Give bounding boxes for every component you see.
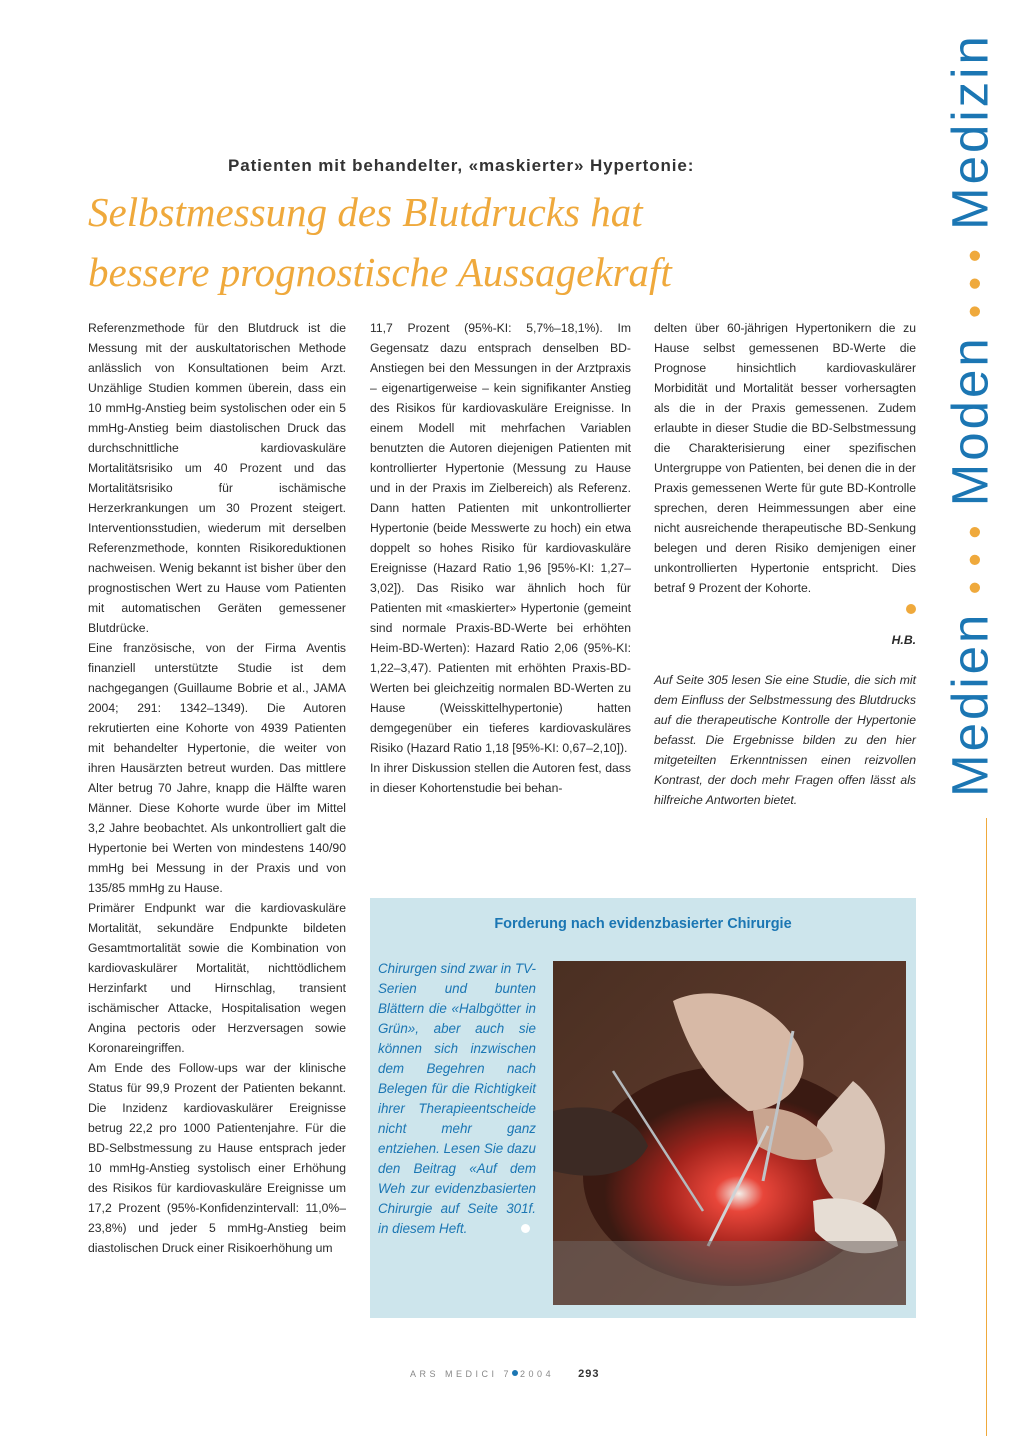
article-title-line-2: bessere prognostische Aussagekraft	[88, 249, 672, 295]
section-word-medien: Medien	[941, 611, 999, 797]
issue-number: 7	[503, 1369, 513, 1379]
sidebar-box	[370, 898, 916, 1318]
surgery-photo	[553, 961, 906, 1305]
page-number: 293	[578, 1368, 600, 1380]
paragraph: delten über 60-jährigen Hypertonikern die zu Hause selbst gemessenen BD-Werte die Prognose hinsichtlich kardiovaskulärer Morbidität und Mortalität besser vorhersagten als die in der Praxis gemessenen. Zudem erlaubte in dieser Studie die BD-Selbstmessung die Charakterisierung einer spezifischen Untergruppe von Patienten, bei denen die in der Praxis gemessenen Werte für gute BD-Kontrolle sprechen, deren Heimmessungen aber eine nicht ausreichende therapeutische BD-Senkung belegen und deren Risiko demjenigen einer unkontrollierten Hypertonie entspricht. Dies betraf 9 Prozent der Kohorte.	[654, 321, 916, 595]
section-separator: • • •	[954, 523, 997, 595]
author-initials: H.B.	[891, 633, 916, 647]
paragraph: 11,7 Prozent (95%-KI: 5,7%–18,1%). Im Gegensatz dazu entsprach denselben BD-Anstiegen bei den Messungen in der Arztpraxis – eigenartigerweise – kein signifikanter Anstieg des Risikos für kardiovaskuläre Ereignisse. In einem Modell mit mehrfachen Variablen benutzten die Autoren diejenigen Patienten mit kontrollierter Hypertonie (Messung zu Hause und in der Praxis im Zielbereich) als Referenz. Dann hatten Patienten mit unkontrollierter Hypertonie (beide Messwerte zu hoch) ein etwa doppelt so hohes Risiko für kardiovaskuläre Ereignisse (Hazard Ratio 1,96 [95%-KI: 1,27–3,02]). Das Risiko war ähnlich hoch für Patienten mit «maskierter» Hypertonie (gemeint sind normale Praxis-BD-Werte bei erhöhten Heim-BD-Werten): Hazard Ratio 2,06 (95%-KI: 1,22–3,47). Patienten mit erhöhten Praxis-BD-Werten bei gleichzeitig normalen BD-Werten zu Hause (Weisskittelhypertonie) hatten demgegenüber ein tieferes kardiovaskuläres Risiko (Hazard Ratio 1,18 [95%-KI: 0,67–2,10]).	[370, 321, 631, 755]
page-footer	[410, 1368, 599, 1380]
bullet-dot-icon	[906, 604, 916, 614]
paragraph: Am Ende des Follow-ups war der klinische Status für 99,9 Prozent der Patienten bekannt. Die Inzidenz kardiovaskulärer Ereignisse betrug 22,2 pro 1000 Patientenjahre. Für die BD-Selbstmessung zu Hause entsprach jeder 10 mmHg-Anstieg systolisch einer Erhöhung des Risikos für kardiovaskuläre Ereignisse um 17,2 Prozent (95%-Konfidenzintervall: 11,0%–23,8%) und jeder 5 mmHg-Anstieg beim diastolischen Druck einer Risikoerhöhung um	[88, 1061, 346, 1255]
cross-reference-note: Auf Seite 305 lesen Sie eine Studie, die sich mit dem Einfluss der Selbstmessung des Blutdrucks auf die therapeutische Kontrolle der Hypertonie befasst. Die Ergebnisse bilden zu den hier mitgeteilten Erkenntnissen einen reizvollen Kontrast, der doch mehr Fragen offen lässt als hilfreiche Antworten bietet.	[654, 673, 916, 807]
sidebar-paragraph: Chirurgen sind zwar in TV-Serien und bunten Blättern die «Halbgötter in Grün», aber auch sie können sich inzwischen dem Begehren nach Belegen für die Richtigkeit ihrer Therapieentscheide nicht mehr ganz entziehen. Lesen Sie dazu den Beitrag «Auf dem Weh zur evidenzbasierten Chirurgie auf Seite 301f. in diesem Heft.	[378, 961, 537, 1236]
paragraph: Referenzmethode für den Blutdruck ist die Messung mit der auskultatorischen Methode anlässlich von Konsultationen beim Arzt. Unzählige Studien kommen überein, dass ein 10 mmHg-Anstieg beim systolischen oder ein 5 mmHg-Anstieg beim diastolischen Druck das durchschnittliche kardiovaskuläre Mortalitätsrisiko um 40 Prozent und das Mortalitätsrisiko für ischämische Herzerkrankungen um 30 Prozent steigert. Interventionsstudien, wiederum mit derselben Referenzmethode, konnten Risikoreduktionen nachweisen. Wenig bekannt ist bisher über den prognostischen Wert zu Hause vom Patienten mit automatischen Geräten gemessener Blutdrücke.	[88, 321, 346, 635]
footer-dot-icon	[512, 1370, 518, 1376]
section-label-vertical	[941, 30, 999, 800]
paragraph: In ihrer Diskussion stellen die Autoren fest, dass in dieser Kohortenstudie bei behan-	[370, 761, 631, 795]
bullet-dot-icon	[521, 1224, 530, 1233]
vertical-rule	[986, 818, 987, 1436]
paragraph: Eine französische, von der Firma Aventis finanziell unterstützte Studie ist dem nachgegangen (Guillaume Bobrie et al., JAMA 2004; 291: 1342–1349). Die Autoren rekrutierten eine Kohorte von 4939 Patienten mit behandelter Hypertonie, die weiter von ihren Hausärzten betreut wurden. Das mittlere Alter betrug 70 Jahre, knapp die Hälfte waren Männer. Diese Kohorte wurde über im Mittel 3,2 Jahre beobachtet. Als unkontrolliert galt die Hypertonie bei Werten von mindestens 140/90 mmHg bei Messung in der Praxis und von 135/85 mmHg zu Hause.	[88, 641, 346, 895]
sidebar-title: Forderung nach evidenzbasierter Chirurgie	[494, 916, 792, 932]
issue-year: 2004	[520, 1369, 555, 1379]
text-column-2	[370, 318, 631, 798]
sidebar-text	[378, 959, 536, 1239]
section-word-moden: Moden	[941, 335, 999, 507]
text-column-3	[654, 318, 916, 810]
section-separator: • • •	[954, 247, 997, 319]
article-kicker: Patienten mit behandelter, «maskierter» Hypertonie:	[228, 156, 695, 175]
text-column-1	[88, 318, 346, 1258]
paragraph: Primärer Endpunkt war die kardiovaskuläre Mortalität, sekundäre Endpunkte bildeten Gesamtmortalität sowie die Kombination von kardiovaskulärer Mortalität, nichttödlichem Herzinfarkt und Hirnschlag, transient ischämischer Attacke, Hospitalisation wegen Angina pectoris oder Herzversagen sowie Koronareingriffen.	[88, 901, 346, 1055]
article-title-line-1: Selbstmessung des Blutdrucks hat	[88, 189, 643, 235]
end-of-article-marker	[654, 600, 916, 618]
section-word-medizin: Medizin	[941, 33, 999, 230]
journal-name: ARS MEDICI	[410, 1369, 498, 1379]
